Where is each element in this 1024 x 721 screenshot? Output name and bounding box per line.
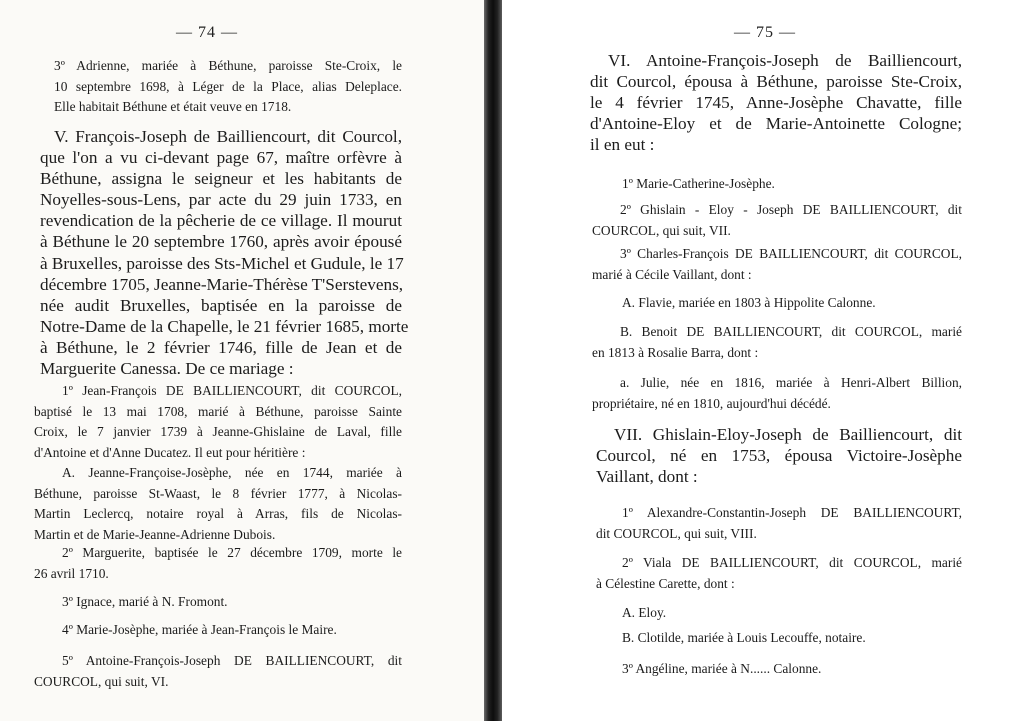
- text-line: Noyelles-sous-Lens, par acte du 29 juin 1733, en: [40, 190, 402, 210]
- entry-angeline: [622, 659, 962, 680]
- text-line: 1º Marie-Catherine-Josèphe.: [622, 176, 775, 191]
- text-line: 5º Antoine-François-Joseph DE BAILLIENCOURT, dit: [62, 653, 402, 668]
- text-line: 3º Ignace, marié à N. Fromont.: [62, 594, 228, 609]
- text-line: B. Clotilde, mariée à Louis Lecouffe, notaire.: [622, 630, 866, 645]
- text-line: VII. Ghislain-Eloy-Joseph de Bailliencourt, dit: [614, 425, 962, 444]
- entry-vi-antoine-francois: [590, 50, 962, 155]
- text-line: Notre-Dame de la Chapelle, le 21 février 1685, morte: [40, 316, 409, 336]
- entry-flavie: [622, 293, 962, 314]
- text-line: revendication de la pêcherie de ce village. Il mourut: [40, 211, 402, 231]
- entry-v-francois-joseph: [40, 126, 409, 379]
- entry-marie-catherine: [622, 174, 962, 195]
- entry-ignace: [62, 592, 402, 613]
- text-line: Vaillant, dont :: [596, 467, 698, 487]
- text-line: A. Flavie, mariée en 1803 à Hippolite Calonne.: [622, 295, 876, 310]
- text-line: 2º Marguerite, baptisée le 27 décembre 1709, morte le: [62, 545, 402, 560]
- text-line: V. François-Joseph de Bailliencourt, dit Courcol,: [54, 127, 402, 146]
- text-line: 10 septembre 1698, à Léger de la Place, alias Deleplace.: [54, 78, 402, 94]
- entry-antoine-francois: [34, 651, 402, 692]
- entry-marie-josephe: [62, 620, 402, 641]
- text-line: Croix, le 7 janvier 1739 à Jeanne-Ghislaine de Laval, fille: [34, 424, 402, 440]
- text-line: COURCOL, qui suit, VII.: [592, 222, 731, 238]
- text-line: 26 avril 1710.: [34, 565, 109, 581]
- entry-vii-ghislain: [596, 424, 962, 487]
- text-line: Elle habitait Béthune et était veuve en 1718.: [54, 99, 292, 115]
- text-line: COURCOL, qui suit, VI.: [34, 673, 169, 689]
- entry-jeanne-francoise: [34, 463, 402, 545]
- text-line: Marguerite Canessa. De ce mariage :: [40, 359, 294, 379]
- entry-clotilde: [622, 628, 962, 649]
- entry-jean-francois: [34, 381, 402, 463]
- text-line: marié à Cécile Vaillant, dont :: [592, 266, 752, 282]
- text-line: 2º Viala DE BAILLIENCOURT, dit COURCOL, marié: [622, 555, 962, 570]
- text-line: Béthune, assigna le seigneur et les habitants de: [40, 169, 402, 189]
- text-line: née audit Bruxelles, baptisée en la paroisse de: [40, 295, 402, 315]
- entry-julie: [592, 373, 962, 414]
- text-line: Béthune, paroisse St-Waast, le 8 février 1777, à Nicolas-: [34, 485, 402, 501]
- text-line: VI. Antoine-François-Joseph de Bailliencourt,: [608, 51, 962, 70]
- text-line: Courcol, né en 1753, épousa Victoire-Josèphe: [596, 446, 962, 466]
- entry-viala: [596, 553, 962, 594]
- text-line: à Bruxelles, paroisse des Sts-Michel et Gudule, le 17: [40, 253, 404, 273]
- entry-charles-francois: [592, 244, 962, 285]
- text-line: B. Benoit DE BAILLIENCOURT, dit COURCOL, marié: [620, 324, 962, 339]
- page-number: — 75 —: [734, 24, 796, 41]
- text-line: 2º Ghislain - Eloy - Joseph DE BAILLIENCOURT, dit: [620, 202, 962, 217]
- text-line: à Béthune le 20 septembre 1760, après avoir épousé: [40, 232, 402, 252]
- text-line: dit COURCOL, qui suit, VIII.: [596, 525, 757, 541]
- text-line: propriétaire, né en 1810, aujourd'hui décédé.: [592, 395, 831, 411]
- page-number: — 74 —: [176, 24, 238, 41]
- right-page: [502, 0, 1024, 721]
- text-line: 3º Angéline, mariée à N...... Calonne.: [622, 661, 822, 676]
- text-line: d'Antoine et d'Anne Ducatez. Il eut pour héritière :: [34, 444, 306, 460]
- text-line: Martin Leclercq, notaire royal à Arras, fils de Nicolas-: [34, 506, 402, 522]
- entry-marguerite: [34, 543, 402, 584]
- text-line: il en eut :: [590, 135, 655, 155]
- text-line: 4º Marie-Josèphe, mariée à Jean-François le Maire.: [62, 622, 337, 637]
- text-line: baptisé le 13 mai 1708, marié à Béthune, paroisse Sainte: [34, 403, 402, 419]
- text-line: en 1813 à Rosalie Barra, dont :: [592, 344, 759, 360]
- entry-eloy: [622, 603, 962, 624]
- text-line: 3º Adrienne, mariée à Béthune, paroisse Ste-Croix, le: [54, 58, 402, 73]
- text-line: a. Julie, née en 1816, mariée à Henri-Albert Billion,: [620, 375, 962, 390]
- text-line: A. Eloy.: [622, 605, 667, 620]
- text-line: à Célestine Carette, dont :: [596, 575, 735, 591]
- text-line: que l'on a vu ci-devant page 67, maître orfèvre à: [40, 148, 402, 168]
- entry-alexandre: [596, 503, 962, 544]
- text-line: à Béthune, le 2 février 1746, fille de Jean et de: [40, 337, 402, 357]
- text-line: le 4 février 1745, Anne-Josèphe Chavatte, fille: [590, 93, 962, 113]
- book-spine: [484, 0, 502, 721]
- text-line: A. Jeanne-Françoise-Josèphe, née en 1744, mariée à: [62, 465, 402, 480]
- entry-benoit: [592, 322, 962, 363]
- text-line: d'Antoine-Eloy et de Marie-Antoinette Cologne;: [590, 114, 962, 134]
- text-line: décembre 1705, Jeanne-Marie-Thérèse T'Serstevens,: [40, 274, 404, 294]
- text-line: dit Courcol, épousa à Béthune, paroisse Ste-Croix,: [590, 72, 962, 92]
- text-line: 3º Charles-François DE BAILLIENCOURT, dit COURCOL,: [620, 246, 962, 261]
- left-page: [0, 0, 484, 721]
- text-line: 1º Jean-François DE BAILLIENCOURT, dit COURCOL,: [62, 383, 402, 398]
- text-line: 1º Alexandre-Constantin-Joseph DE BAILLIENCOURT,: [622, 505, 962, 520]
- entry-ghislain: [592, 200, 962, 241]
- text-line: Martin et de Marie-Jeanne-Adrienne Dubois.: [34, 526, 276, 542]
- entry-adrienne: [54, 56, 402, 118]
